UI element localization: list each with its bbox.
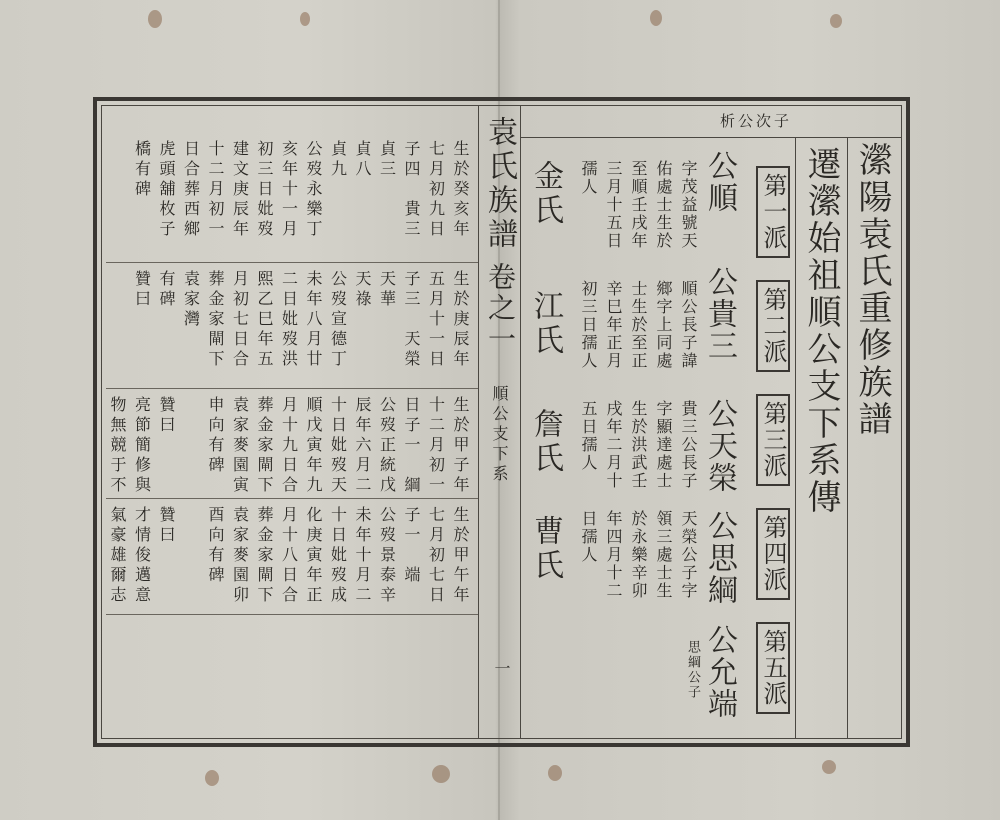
biography-text: 袁家麥園寅: [230, 396, 250, 496]
biography-text: 月初七日合: [230, 270, 250, 370]
book-title: 瀠陽袁氏重修族譜: [852, 142, 892, 438]
wife-name: 江氏: [528, 290, 563, 358]
biography-text: 月十八日合: [279, 506, 299, 606]
biography-text: 子一 端: [402, 506, 421, 586]
row-divider: [106, 262, 478, 263]
biography-text: 有碑: [157, 270, 176, 310]
biography-text: 天華: [377, 270, 397, 310]
biography-text: 二日妣歿洪: [279, 270, 299, 370]
generation-label-3: 第三派: [756, 394, 790, 486]
center-title: 袁氏族譜: [482, 116, 517, 252]
bio-note: 初三日孺人: [579, 280, 598, 370]
biography-text: 物無競于不: [108, 396, 127, 496]
bio-note: 士生於至正: [629, 280, 648, 370]
biography-text: 七月初九日: [426, 140, 446, 240]
biography-text: 貞八: [353, 140, 372, 180]
bio-note: 戌年二月十: [604, 400, 623, 490]
section-divider: [795, 138, 796, 738]
bio-note: 佑處士生於: [654, 160, 673, 250]
generation-label-4: 第四派: [756, 508, 790, 600]
biography-text: 才情俊邁意: [132, 506, 152, 606]
biography-text: 公歿宣德丁: [328, 270, 348, 370]
biography-text: 申向有碑: [206, 396, 225, 476]
bio-note: 領三處士生: [654, 510, 673, 600]
bio-note: 貴三公長子: [679, 400, 698, 490]
biography-text: 生於庚辰年: [451, 270, 470, 370]
title-divider: [847, 138, 848, 738]
biography-text: 化庚寅年正: [304, 506, 323, 606]
bio-note: 年四月十二: [604, 510, 623, 600]
biography-text: 虎頭舖枚子: [157, 140, 176, 240]
biography-text: 贊曰: [132, 270, 152, 310]
biography-text: 十二月初一: [426, 396, 446, 496]
page-number: 一: [492, 660, 511, 676]
biography-text: 熙乙巳年五: [255, 270, 274, 370]
header-rule: [521, 137, 901, 138]
biography-text: 十二月初一: [206, 140, 225, 240]
bio-note: 思綱公子: [685, 640, 700, 700]
biography-text: 袁家灣: [181, 270, 201, 330]
biography-text: 月十九日合: [279, 396, 299, 496]
biography-text: 順戊寅年九: [304, 396, 323, 496]
biography-text: 酉向有碑: [206, 506, 225, 586]
person-name: 公思綱: [702, 510, 737, 606]
biography-text: 七月初七日: [426, 506, 446, 606]
biography-text: 生於甲午年: [451, 506, 470, 606]
center-volume: 卷之一: [484, 262, 517, 355]
generation-label-5: 第五派: [756, 622, 790, 714]
biography-text: 日子一 綱: [402, 396, 421, 496]
row-divider: [106, 614, 478, 615]
biography-text: 建文庚辰年: [230, 140, 250, 240]
stain-mark: [300, 12, 310, 26]
biography-text: 子四 貴三: [402, 140, 421, 240]
biography-text: 初三日妣歿: [255, 140, 274, 240]
bio-note: 五日孺人: [579, 400, 598, 472]
biography-text: 葬金家閘下: [255, 506, 274, 606]
stain-mark: [822, 760, 836, 774]
section-title: 遷瀠始祖順公支下系傳: [801, 146, 841, 516]
generation-label-2: 第二派: [756, 280, 790, 372]
person-name: 公允端: [702, 624, 737, 720]
biography-text: 公歿永樂丁: [304, 140, 323, 240]
bio-note: 字茂益號天: [679, 160, 698, 250]
bio-note: 三月十五日: [604, 160, 623, 250]
person-name: 公天榮: [702, 398, 737, 494]
biography-text: 生於癸亥年: [451, 140, 470, 240]
biography-text: 袁家麥園卯: [230, 506, 250, 606]
center-subtitle: 順公支下系: [490, 385, 509, 485]
biography-text: 十日妣歿天: [328, 396, 348, 496]
header-note: 析公次子: [720, 112, 793, 130]
biography-text: 橋有碑: [132, 140, 152, 200]
bio-note: 鄉字上同處: [654, 280, 673, 370]
biography-text: 葬金家閘下: [206, 270, 225, 370]
biography-text: 子三 天榮: [402, 270, 421, 370]
biography-text: 未年十月二: [353, 506, 372, 606]
person-name: 公貴三: [702, 266, 737, 362]
stain-mark: [205, 770, 219, 786]
biography-text: 貞九: [328, 140, 348, 180]
biography-text: 公歿正統戊: [377, 396, 397, 496]
stain-mark: [148, 10, 162, 28]
person-name: 公順: [702, 150, 737, 214]
center-divider-left: [478, 106, 479, 738]
bio-note: 天榮公子字: [679, 510, 698, 600]
center-divider-right: [520, 106, 521, 738]
bio-note: 日孺人: [579, 510, 598, 564]
biography-text: 天祿: [353, 270, 372, 310]
biography-text: 十日妣歿成: [328, 506, 348, 606]
biography-text: 辰年六月二: [353, 396, 372, 496]
biography-text: 贊曰: [157, 506, 176, 546]
bio-note: 順公長子諱: [679, 280, 698, 370]
biography-text: 亮節簡修與: [132, 396, 152, 496]
stain-mark: [830, 14, 842, 28]
bio-note: 於永樂辛卯: [629, 510, 648, 600]
biography-text: 生於甲子年: [451, 396, 470, 496]
biography-text: 公歿景泰辛: [377, 506, 397, 606]
bio-note: 至順壬戌年: [629, 160, 648, 250]
bio-note: 孺人: [579, 160, 598, 196]
biography-text: 贊曰: [157, 396, 176, 436]
biography-text: 貞三: [377, 140, 397, 180]
biography-text: 五月十一日: [426, 270, 446, 370]
row-divider: [106, 388, 478, 389]
bio-note: 生於洪武壬: [629, 400, 648, 490]
bio-note: 字顯達處士: [654, 400, 673, 490]
row-divider: [106, 498, 478, 499]
wife-name: 曹氏: [528, 515, 563, 583]
stain-mark: [432, 765, 450, 783]
biography-text: 未年八月廿: [304, 270, 323, 370]
stain-mark: [650, 10, 662, 26]
wife-name: 詹氏: [528, 408, 563, 476]
biography-text: 亥年十一月: [279, 140, 299, 240]
biography-text: 氣豪雄爾志: [108, 506, 127, 606]
biography-text: 日合葬西鄉: [181, 140, 201, 240]
stain-mark: [548, 765, 562, 781]
generation-label-1: 第一派: [756, 166, 790, 258]
biography-text: 葬金家閘下: [255, 396, 274, 496]
wife-name: 金氏: [528, 160, 563, 228]
bio-note: 辛巳年正月: [604, 280, 623, 370]
